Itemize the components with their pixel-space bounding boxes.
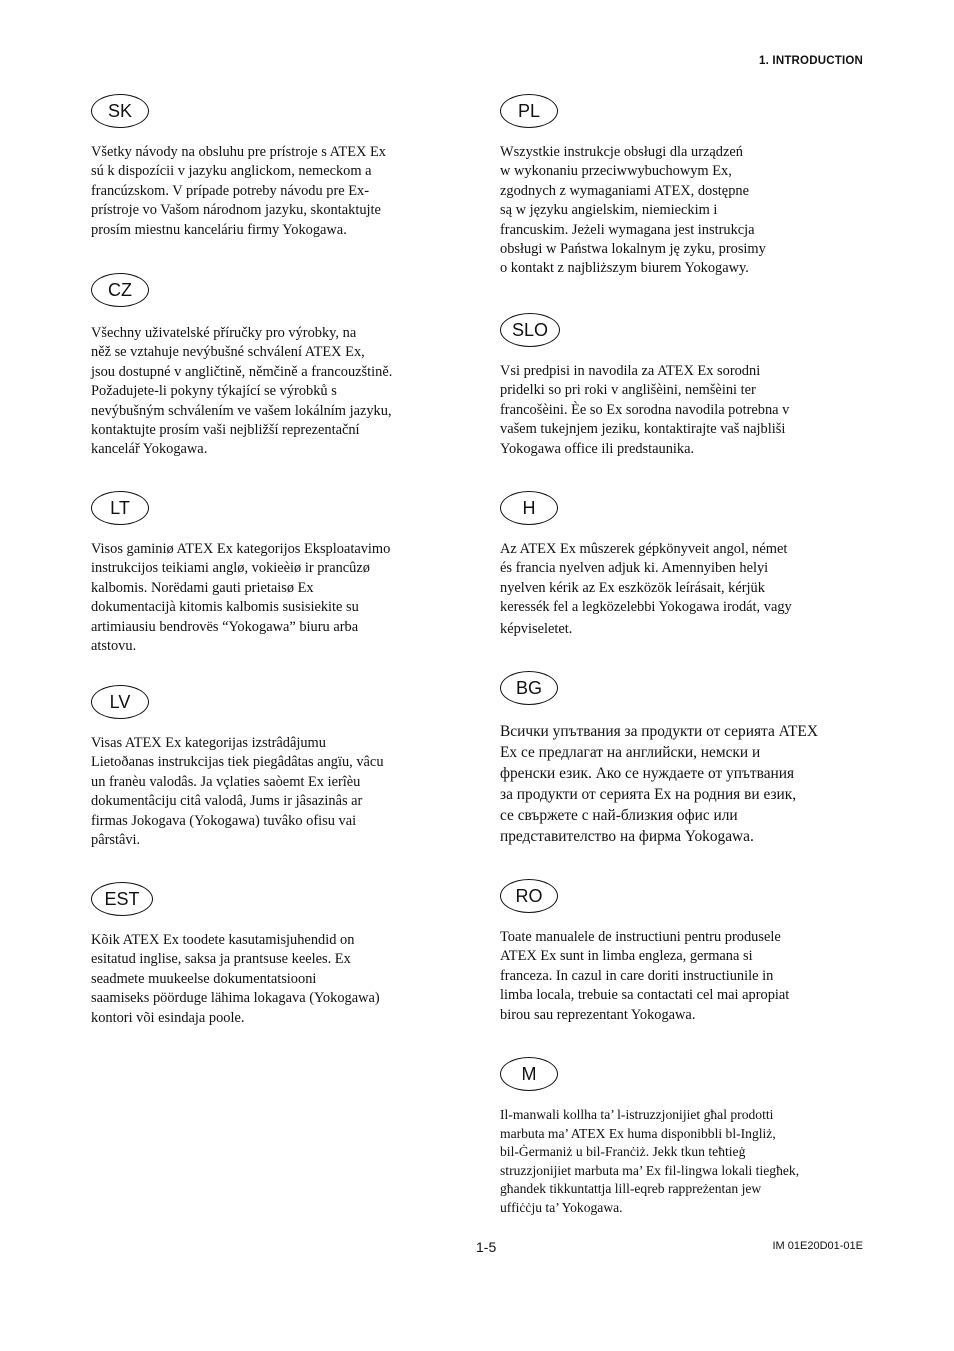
language-badge-sk: SK [91, 94, 149, 128]
notice-line: o kontakt z najbliższym biurem Yokogawy. [500, 260, 749, 277]
notice-line: képviseletet. [500, 620, 573, 637]
language-badge-h: H [500, 491, 558, 525]
notice-line: zgodnych z wymaganiami ATEX, dostępne [500, 182, 749, 199]
notice-line: Всички упътвания за продукти от серията ATEX [500, 723, 818, 740]
notice-line: francošèini. Èe so Ex sorodna navodila potrebna v [500, 401, 790, 418]
notice-text-h [500, 540, 845, 639]
notice-line: Il-manwali kollha ta’ l-istruzzjonijiet għal prodotti [500, 1107, 774, 1122]
notice-line: prístroje vo Vašom národnom jazyku, skontaktujte [91, 202, 381, 219]
notice-line: saamiseks pöörduge lähima lokagava (Yokogawa) [91, 990, 380, 1007]
language-badge-est: EST [91, 882, 153, 916]
notice-line: kontaktujte prosím vaši nejbližší reprezentační [91, 422, 360, 439]
notice-line: bil-Ġermaniż u bil-Franċiż. Jekk tkun teħtieġ [500, 1144, 746, 1160]
notice-line: instrukcijos teikiami anglø, vokieèiø ir prancûzø [91, 560, 370, 577]
section-lv [91, 685, 436, 850]
notice-line: за продукти от серията Ex на родния ви език, [500, 786, 797, 803]
notice-line: Az ATEX Ex mûszerek gépkönyveit angol, német [500, 541, 788, 557]
notice-line: uffiċċju ta’ Yokogawa. [500, 1199, 623, 1215]
language-badge-slo: SLO [500, 313, 560, 347]
section-h [500, 491, 845, 639]
notice-line: се свържете с най-близкия офис или [500, 807, 738, 824]
notice-line: dokumentacijà kitomis kalbomis susisiekite su [91, 599, 359, 616]
notice-text-pl [500, 143, 845, 279]
notice-line: Ex се предлагат на английски, немски и [500, 744, 761, 761]
notice-text-ro [500, 928, 845, 1025]
language-badge-lv: LV [91, 685, 149, 719]
notice-line: francúzskom. V prípade potreby návodu pre Ex- [91, 182, 370, 199]
notice-line: Požadujete-li pokyny týkající se výrobků s [91, 383, 337, 400]
notice-line: marbuta ma’ ATEX Ex huma disponibbli bl-Ingliż, [500, 1125, 776, 1141]
notice-line: seadmete muukeelse dokumentatsiooni [91, 970, 317, 987]
notice-text-cz [91, 324, 436, 460]
language-badge-m: M [500, 1057, 558, 1091]
notice-text-lt [91, 540, 436, 656]
language-badge-ro: RO [500, 879, 558, 913]
notice-line: Lietoðanas instrukcijas tiek piegâdâtas angïu, vâcu [91, 754, 384, 771]
page-header-title: 1. INTRODUCTION [759, 55, 863, 67]
section-ro [500, 879, 845, 1025]
notice-line: ATEX Ex sunt in limba engleza, germana si [500, 948, 753, 965]
section-pl [500, 94, 845, 279]
notice-line: għandek tikkuntattja lill-eqreb rappreżentan jew [500, 1181, 762, 1197]
notice-line: Vsi predpisi in navodila za ATEX Ex sorodni [500, 363, 761, 379]
notice-line: w wykonaniu przeciwwybuchowym Ex, [500, 163, 732, 180]
language-badge-lt: LT [91, 491, 149, 525]
notice-line: franceza. In cazul in care doriti instructiunile in [500, 967, 774, 984]
notice-line: Kõik ATEX Ex toodete kasutamisjuhendid on [91, 932, 355, 948]
notice-text-slo [500, 362, 845, 459]
notice-text-sk [91, 143, 436, 240]
notice-line: dokumentâciju citâ valodâ, Jums ir jâsazinâs ar [91, 793, 363, 810]
language-badge-pl: PL [500, 94, 558, 128]
language-badge-cz: CZ [91, 273, 149, 307]
notice-text-m [500, 1106, 845, 1218]
notice-line: Toate manualele de instructiuni pentru produsele [500, 929, 781, 945]
notice-line: atstovu. [91, 638, 137, 655]
notice-line: vašem tukejnjem jeziku, kontaktirajte vaš najbliši [500, 421, 786, 438]
notice-line: Všetky návody na obsluhu pre prístroje s ATEX Ex [91, 144, 386, 160]
notice-line: kalbomis. Norëdami gauti prietaisø Ex [91, 579, 314, 596]
section-lt [91, 491, 436, 656]
notice-line: представителство на фирма Yokogawa. [500, 828, 754, 845]
notice-line: birou sau reprezentant Yokogawa. [500, 1006, 696, 1023]
notice-text-lv [91, 734, 436, 850]
notice-line: Wszystkie instrukcje obsługi dla urządzeń [500, 144, 743, 160]
notice-line: френски език. Ако се нуждаете от упътвания [500, 765, 795, 782]
notice-line: něž se vztahuje nevýbušné schválení ATEX Ex, [91, 344, 365, 361]
notice-line: kancelář Yokogawa. [91, 441, 208, 458]
notice-line: jsou dostupné v angličtině, němčině a francouzštině. [91, 363, 393, 380]
notice-line: Všechny uživatelské příručky pro výrobky, na [91, 325, 357, 341]
notice-line: esitatud inglise, saksa ja prantsuse keeles. Ex [91, 951, 351, 968]
section-slo [500, 313, 845, 459]
notice-line: nevýbušným schválením ve vašem lokálním jazyku, [91, 402, 392, 419]
notice-line: Visas ATEX Ex kategorijas izstrâdâjumu [91, 735, 326, 751]
section-sk [91, 94, 436, 240]
notice-line: są w języku angielskim, niemieckim i [500, 202, 718, 219]
notice-line: francuskim. Jeżeli wymagana jest instrukcja [500, 221, 755, 238]
notice-line: pridelki so pri roki v anglišèini, nemšèini ter [500, 382, 756, 399]
notice-line: Yokogawa office ili predstaunika. [500, 440, 695, 457]
notice-line: keressék fel a legközelebbi Yokogawa irodát, vagy [500, 599, 792, 616]
language-badge-bg: BG [500, 671, 558, 705]
notice-text-bg [500, 721, 845, 847]
notice-line: nyelven kérik az Ex eszközök leírásait, kérjük [500, 579, 765, 596]
notice-line: obsługi w Państwa lokalnym ję zyku, prosimy [500, 241, 766, 258]
notice-text-est [91, 931, 436, 1028]
notice-line: kontori või esindaja poole. [91, 1009, 245, 1026]
notice-line: firmas Jokogava (Yokogawa) tuvâko ofisu vai [91, 812, 357, 829]
section-bg [500, 671, 845, 847]
notice-line: struzzjonijiet marbuta ma’ Ex fil-lingwa lokali tiegħek, [500, 1162, 800, 1178]
section-est [91, 882, 436, 1028]
document-id: IM 01E20D01-01E [772, 1240, 863, 1252]
notice-line: Visos gaminiø ATEX Ex kategorijos Eksploatavimo [91, 541, 391, 557]
notice-line: és francia nyelven adjuk ki. Amennyiben helyi [500, 560, 769, 577]
notice-line: limba locala, trebuie sa contactati cel mai apropiat [500, 987, 790, 1004]
page-number: 1-5 [476, 1239, 497, 1255]
notice-line: un franèu valodâs. Ja vçlaties saòemt Ex ierîèu [91, 773, 361, 790]
notice-line: artimiausiu bendrovës “Yokogawa” biuru arba [91, 618, 359, 635]
notice-line: pârstâvi. [91, 832, 141, 849]
section-cz [91, 273, 436, 460]
notice-line: sú k dispozícii v jazyku anglickom, nemeckom a [91, 163, 372, 180]
notice-line: prosím miestnu kanceláriu firmy Yokogawa. [91, 221, 347, 238]
section-m [500, 1057, 845, 1218]
